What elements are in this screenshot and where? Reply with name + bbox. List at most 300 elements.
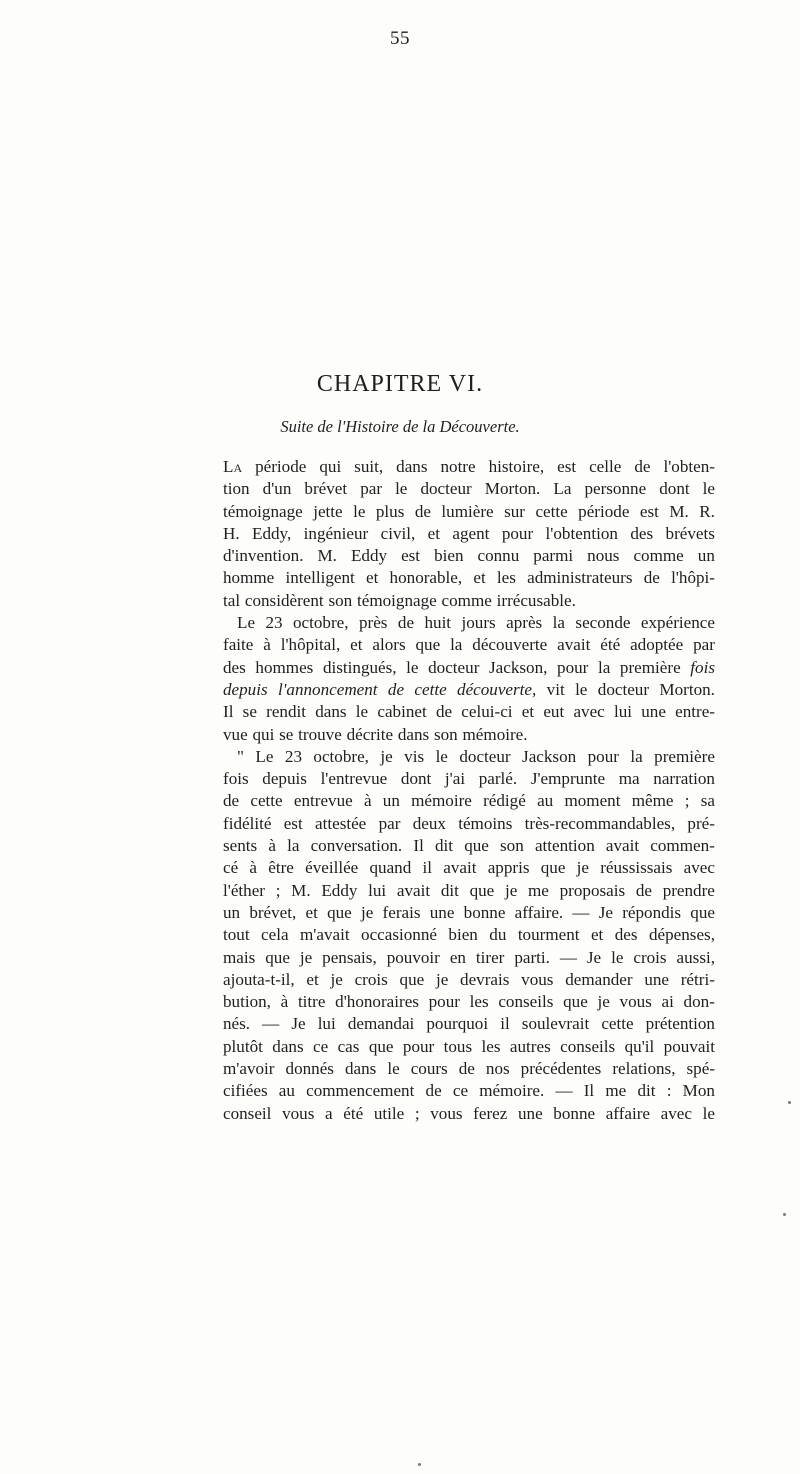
word: un [382,791,400,811]
word: seconde [575,613,631,633]
word: Le [255,746,274,766]
word: expérience [640,613,715,633]
speck-mark [783,1213,786,1216]
word: connu [477,546,520,566]
word: civil, [380,523,416,543]
word: que [690,902,715,922]
word: hommes [255,657,314,677]
word: vous [282,1103,315,1123]
word: ferez [473,1103,508,1123]
word: pour [557,657,589,677]
word: Il [413,836,424,856]
word: dit [434,836,454,856]
word: demander [565,969,633,989]
word: avec [683,858,715,878]
word: avec [573,702,605,722]
text-line [223,478,715,500]
word: tal [223,590,241,610]
word: une [429,902,455,922]
word: des [614,925,638,945]
word: de [458,1059,475,1079]
word: — [262,1014,280,1034]
word: crois [633,947,667,967]
word: donnés [285,1059,334,1079]
word: narration [653,769,715,789]
word: à [363,791,372,811]
word: que [469,880,495,900]
word: est [639,501,659,521]
text-line [223,857,715,879]
word: le [355,702,369,722]
word: bonne [553,1103,596,1123]
word: le [353,501,366,521]
word: bien [448,925,478,945]
word: de [634,457,651,476]
word: parmi [533,546,574,566]
word: cette [535,501,568,521]
word: être [268,858,294,878]
word: la [552,613,565,633]
word: découverte [472,635,548,655]
word: entrevue [293,791,353,811]
word: mémoire. [479,1081,545,1101]
word: tourment [517,925,580,945]
text-line [223,523,715,545]
word: découverte, [457,679,537,699]
word: quand [369,858,412,878]
word: le [575,679,588,699]
word: mais [223,947,256,967]
text-line [223,679,715,701]
word: été [343,1103,364,1123]
word: Morton. [659,679,715,699]
word: me [528,880,549,900]
text-line [223,947,715,969]
word: période [578,501,630,521]
word: parti. [514,947,550,967]
word: don- [683,992,715,1012]
word: appris [487,858,530,878]
word: cela [261,925,289,945]
word: pré- [687,813,715,833]
word: que [399,969,425,989]
word: attestée [315,813,367,833]
word: près [358,613,388,633]
word: cas [337,1036,360,1056]
word: par [378,813,401,833]
word: ; [414,1103,420,1123]
word: d'un [262,479,292,499]
word: octobre, [293,613,349,633]
word: octobre, [313,746,369,766]
word: conseils [560,1036,616,1056]
word: histoire, [488,457,545,476]
word: même [631,791,674,811]
word: nés. [223,1014,251,1034]
word: rétri- [680,969,715,989]
word: — [559,947,577,967]
word: docteur [459,746,511,766]
word: ai [661,992,674,1012]
word: commencement [306,1081,415,1101]
word: depuis [223,679,268,699]
word: vis [404,746,425,766]
word: nous [587,546,620,566]
word: de [635,880,652,900]
word: parlé. [478,769,518,789]
word: demandai [347,1014,415,1034]
word: et [366,568,379,588]
word: il [500,1014,510,1034]
word: à [268,836,276,856]
word: vous [430,1103,463,1123]
body-text [223,456,715,1125]
word: l'obtention [545,523,618,543]
word: Il [223,702,234,722]
word: cours [410,1059,448,1079]
word: que [464,836,489,856]
word: que [563,992,588,1012]
text-line [223,991,715,1013]
word: les [469,992,489,1012]
text-line [223,746,715,768]
word: dans [397,724,430,744]
word: lui [317,1014,336,1034]
word: adoptée [630,635,684,655]
word: qui [319,457,342,476]
word: son [433,724,458,744]
word: Je [291,1014,306,1034]
word: pourquoi [426,1014,489,1034]
word: et [350,635,363,655]
word: eut [543,702,565,722]
word: que [265,947,290,967]
word: Je [598,902,613,922]
word: prétention [645,1014,715,1034]
word: qui [252,724,275,744]
word: le [395,479,408,499]
word: fois [690,657,715,677]
word: m'avait [299,925,350,945]
word: été [600,635,621,655]
word: docteur [428,657,480,677]
word: honorable, [389,568,463,588]
word: du [489,925,507,945]
word: affaire. [514,902,564,922]
word: de [414,501,431,521]
word: : [666,1081,672,1101]
word: irrécusable. [496,590,576,610]
word: de [435,702,453,722]
word: pour [587,746,619,766]
word: crois [354,969,388,989]
text-line [223,790,715,812]
word: celle [589,457,622,476]
word: sents [223,836,258,856]
word: dont [400,769,432,789]
word: avait [443,858,477,878]
word: un [697,546,715,566]
word: le [611,947,624,967]
word: relations, [612,1059,676,1079]
word: m'avoir [223,1059,275,1079]
word: notre [440,457,476,476]
word: de [223,791,240,811]
chapter-subtitle: Suite de l'Histoire de la Découverte. [280,417,520,436]
word: pouvait [663,1036,715,1056]
word: d'invention. [223,546,304,566]
word: autres [509,1036,551,1056]
word: personne [584,479,647,499]
word: tout [223,925,250,945]
word: J'emprunte [530,769,606,789]
word: utile [373,1103,405,1123]
word: Jackson, [489,657,548,677]
word: huit [424,613,452,633]
word: je [360,902,374,922]
word: se [242,702,257,722]
word: période [255,457,307,476]
word: le [702,1103,715,1123]
word: l'entrevue [320,769,388,789]
word: pour [402,1036,435,1056]
word: lumière [441,501,494,521]
word: une [641,702,666,722]
word: conseils [498,992,554,1012]
word: l'obten- [663,457,715,476]
word: M. [317,546,337,566]
word: tirer [475,947,505,967]
page-number: 55 [390,28,410,49]
word: en [449,947,466,967]
word: prendre [662,880,715,900]
word: il [422,858,433,878]
text-line [223,612,715,634]
word: l'annoncement [278,679,378,699]
text-line [223,1103,715,1125]
word: je [504,880,518,900]
text-line [223,835,715,857]
word: Eddy [350,546,388,566]
word: au [278,1081,295,1101]
word: trouve [298,724,342,744]
word: sur [504,501,525,521]
word: de [387,679,405,699]
text-line [223,567,715,589]
word: dans [272,1036,304,1056]
word: à [280,992,289,1012]
word: je [576,858,589,878]
word: dont [659,479,690,499]
speck-mark [788,1101,791,1104]
word: " [237,746,244,766]
word: l'éther [223,880,265,900]
word: des [223,657,246,677]
word: de [643,568,660,588]
word: pensais, [322,947,377,967]
word: a [325,1103,333,1123]
word: fois [223,769,249,789]
word: cabinet [377,702,427,722]
text-line [223,924,715,946]
word: et [521,702,535,722]
word: à [249,858,258,878]
word: soulevrait [521,1014,590,1034]
word: les [481,1036,501,1056]
word: me [605,1081,627,1101]
word: Je [586,947,602,967]
text-line [223,1080,715,1102]
word: rédigé [483,791,526,811]
text-line [223,768,715,790]
word: et [305,902,318,922]
text-line [223,590,715,612]
text-line [223,545,715,567]
text-line [223,902,715,924]
word: est [401,546,421,566]
word: La [223,457,243,476]
word: comme [633,546,684,566]
word: agent [452,523,490,543]
word: Morton. [484,479,541,499]
word: ferais [382,902,421,922]
word: Jackson [522,746,577,766]
word: H. [223,523,240,543]
word: le [387,1059,400,1079]
word: je [435,969,449,989]
word: de [425,1081,442,1101]
word: qu'il [624,1036,655,1056]
word: conseil [223,1103,272,1123]
speck-mark [418,1463,421,1466]
word: avait [605,836,640,856]
word: commen- [650,836,715,856]
word: après [506,613,543,633]
word: nos [485,1059,510,1079]
word: brévet [304,479,348,499]
word: une [644,969,669,989]
word: rendit [266,702,307,722]
word: mémoire. [462,724,528,744]
word: M. [291,880,311,900]
word: dit [440,880,459,900]
word: ingénieur [303,523,369,543]
word: ma [618,769,640,789]
word: lui [613,702,633,722]
word: conversation. [310,836,403,856]
text-line [223,969,715,991]
word: aussi, [676,947,715,967]
word: par [360,479,383,499]
word: le [702,479,715,499]
word: je [330,969,343,989]
word: bien [434,546,464,566]
text-line [223,501,715,523]
word: — [572,902,590,922]
word: un [223,902,241,922]
text-line [223,701,715,723]
word: dans [315,702,347,722]
word: les [496,568,516,588]
word: répondis [622,902,682,922]
word: deux [412,813,446,833]
word: tion [223,479,250,499]
word: distingués, [322,657,397,677]
word: dit [637,1081,656,1101]
word: que [327,902,352,922]
word: ajouta-t-il, [223,969,295,989]
word: alors [372,635,406,655]
word: est [557,457,577,476]
word: R. [699,501,715,521]
text-line [223,724,715,746]
word: 23 [284,746,302,766]
word: au [537,791,554,811]
word: ce [452,1081,469,1101]
word: vit [546,679,565,699]
word: fidélité [223,813,272,833]
word: témoins [458,813,513,833]
word: docteur [597,679,650,699]
word: éveillée [305,858,359,878]
word: je [597,992,610,1012]
word: brévets [665,523,715,543]
word: titre [297,992,326,1012]
word: je [299,947,313,967]
word: pour [501,523,534,543]
word: cifiées [223,1081,268,1101]
word: spé- [686,1059,715,1079]
word: Eddy, [252,523,292,543]
word: son [328,590,353,610]
word: suit, [354,457,384,476]
chapter-title: CHAPITRE VI. [316,371,484,397]
word: je [380,746,393,766]
word: témoignage [356,590,437,610]
word: Il [583,1081,595,1101]
word: avec [660,1103,692,1123]
word: vue [223,724,248,744]
word: M. [669,501,689,521]
word: celui-ci [461,702,513,722]
word: Le [237,613,256,633]
text-line [223,1036,715,1058]
word: l'hôpi- [671,568,715,588]
word: Eddy [321,880,358,900]
word: plus [375,501,405,521]
word: depuis [262,769,307,789]
word: lui [368,880,387,900]
text-line [223,813,715,835]
word: dépenses, [648,925,715,945]
word: homme [223,568,275,588]
word: brévet, [249,902,297,922]
word: jette [313,501,343,521]
word: La [553,479,572,499]
word: son [500,836,524,856]
word: entre- [675,702,715,722]
word: occasionné [361,925,437,945]
word: cette [250,791,283,811]
word: que [368,1036,394,1056]
word: de [397,613,415,633]
word: comme [441,590,492,610]
word: cette [414,679,447,699]
word: mémoire [411,791,472,811]
word: intelligent [285,568,355,588]
text-line [223,1013,715,1035]
word: est [283,813,303,833]
